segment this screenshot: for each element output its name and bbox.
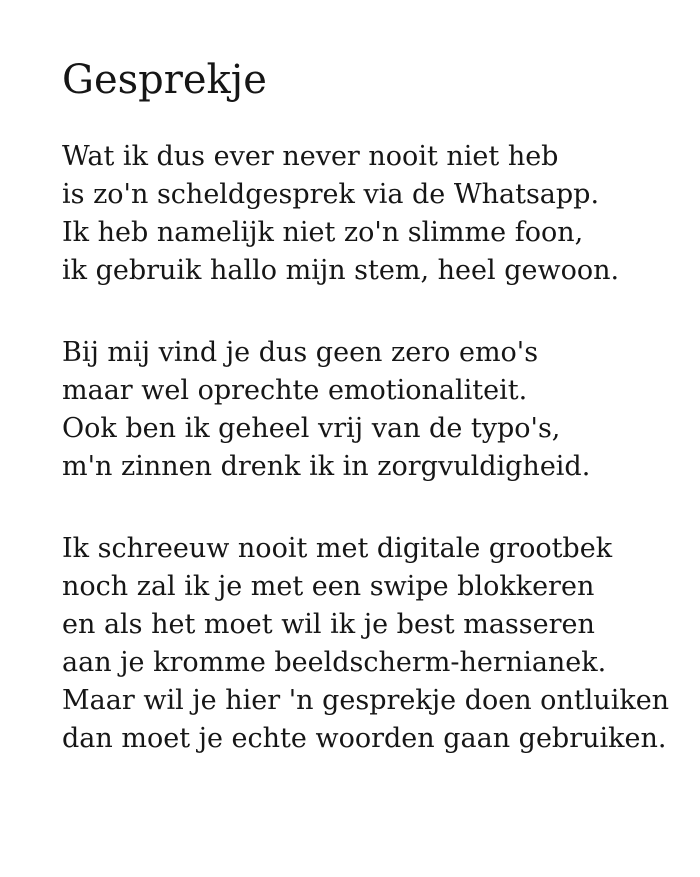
poem-line: m'n zinnen drenk ik in zorgvuldigheid.: [62, 451, 591, 482]
poem-line: is zo'n scheldgesprek via de Whatsapp.: [62, 179, 600, 210]
poem-line: Wat ik dus ever never nooit niet heb: [62, 141, 559, 172]
poem-stanza: [62, 334, 664, 486]
poem-stanza: [62, 138, 664, 290]
poem-line: Bij mij vind je dus geen zero emo's: [62, 337, 539, 368]
poem-stanza: [62, 530, 670, 758]
poem-line: Ook ben ik geheel vrij van de typo's,: [62, 413, 561, 444]
poem-title: Gesprekje: [62, 57, 267, 103]
poem-line: dan moet je echte woorden gaan gebruiken.: [62, 723, 667, 754]
poem-line: maar wel oprechte emotionaliteit.: [62, 375, 528, 406]
poem-line: Ik schreeuw nooit met digitale grootbek: [62, 533, 613, 564]
poem-line: Ik heb namelijk niet zo'n slimme foon,: [62, 217, 584, 248]
poem-line: Maar wil je hier 'n gesprekje doen ontluiken: [62, 685, 670, 716]
poem-line: noch zal ik je met een swipe blokkeren: [62, 571, 595, 602]
poem-body: [62, 138, 670, 758]
poem-line: aan je kromme beeldscherm-hernianek.: [62, 647, 607, 678]
poem-line: ik gebruik hallo mijn stem, heel gewoon.: [62, 255, 620, 286]
poem-line: en als het moet wil ik je best masseren: [62, 609, 595, 640]
